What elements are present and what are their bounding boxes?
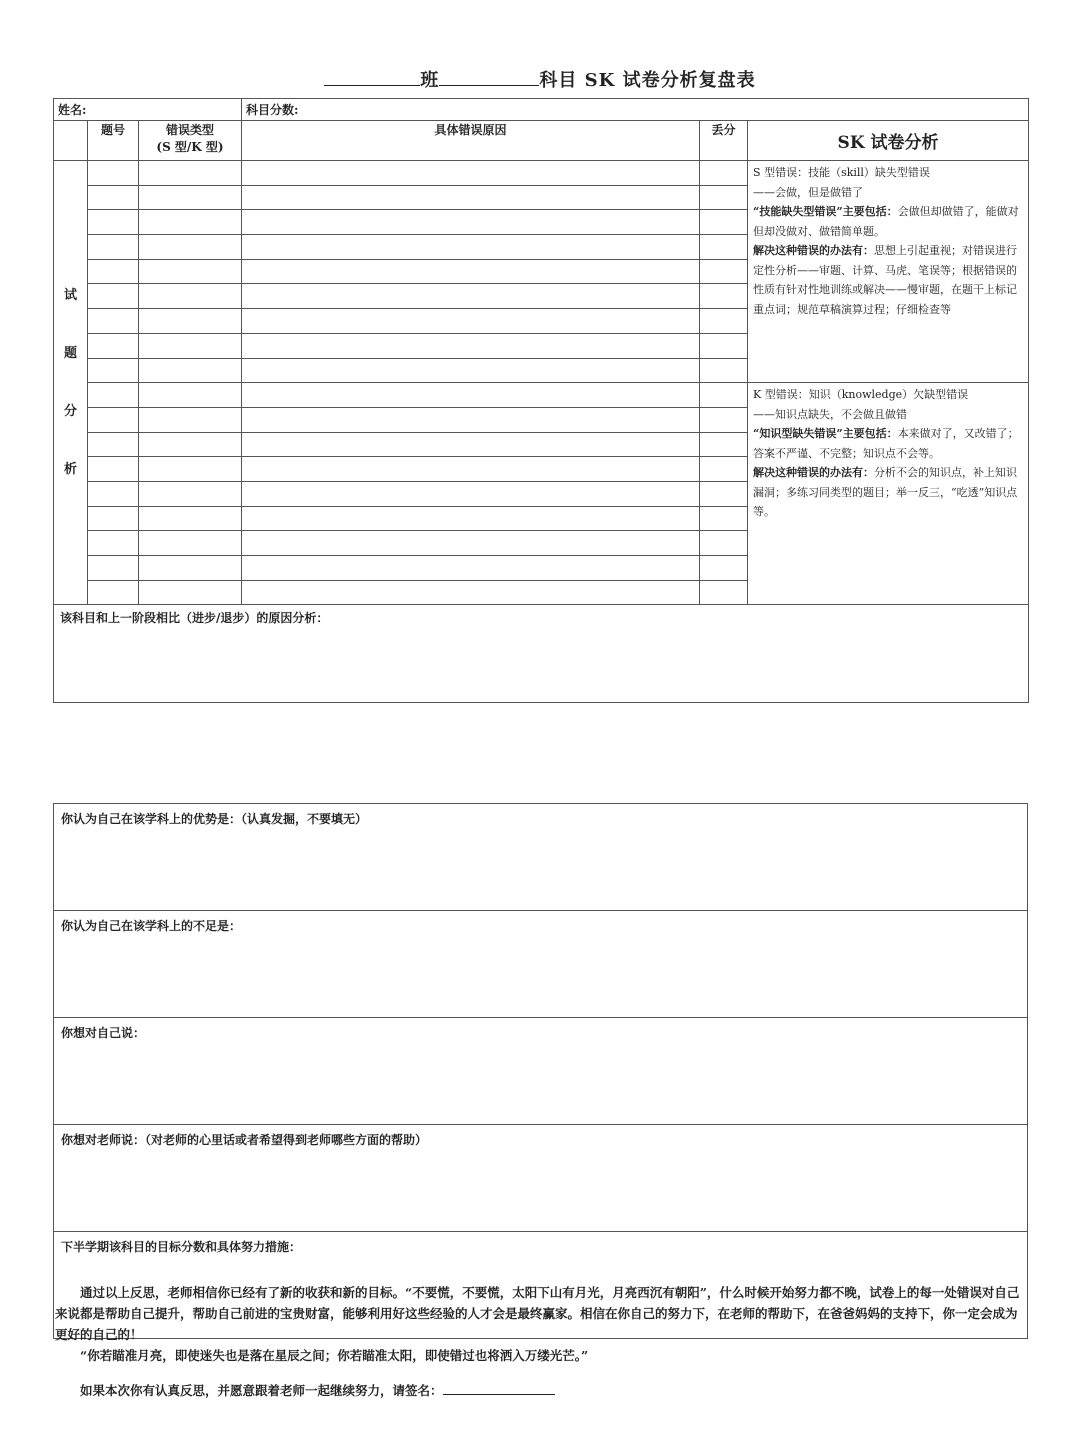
k-line	[753, 463, 1023, 522]
class-label: 班	[420, 70, 440, 91]
error-type-cell[interactable]	[139, 161, 242, 186]
table-row	[54, 383, 1029, 408]
number-cell[interactable]	[88, 309, 139, 334]
col-reason: 具体错误原因	[242, 121, 700, 161]
error-type-cell[interactable]	[139, 185, 242, 210]
subject-blank[interactable]	[439, 69, 539, 86]
lost-points-cell[interactable]	[700, 210, 748, 235]
signature-blank[interactable]	[443, 1380, 555, 1395]
error-type-cell[interactable]	[139, 235, 242, 260]
s-bold: 解决这种错误的办法有：	[753, 244, 875, 257]
error-type-cell[interactable]	[139, 506, 242, 531]
number-cell[interactable]	[88, 580, 139, 605]
col-lost-points: 丢分	[700, 121, 748, 161]
s-line: S 型错误：技能（skill）缺失型错误	[753, 166, 930, 179]
weaknesses-label: 你认为自己在该学科上的不足是：	[61, 919, 242, 933]
side-cell	[54, 161, 88, 605]
error-type-cell[interactable]	[139, 358, 242, 383]
error-type-cell[interactable]	[139, 407, 242, 432]
number-cell[interactable]	[88, 481, 139, 506]
k-bold: “知识型缺失错误”主要包括：	[753, 427, 898, 441]
reason-cell[interactable]	[242, 210, 700, 235]
lost-points-cell[interactable]	[700, 531, 748, 556]
number-cell[interactable]	[88, 457, 139, 482]
lost-points-cell[interactable]	[700, 284, 748, 309]
s-line	[753, 241, 1023, 319]
s-bold: “技能缺失型错误”主要包括：	[753, 205, 898, 218]
side-label	[54, 267, 87, 499]
lost-points-cell[interactable]	[700, 358, 748, 383]
reason-cell[interactable]	[242, 531, 700, 556]
k-line	[753, 424, 1023, 463]
closing-text	[55, 1282, 1025, 1401]
side-char: 试	[63, 287, 77, 303]
to-self-box[interactable]	[54, 1018, 1028, 1125]
strengths-label: 你认为自己在该学科上的优势是：（认真发掘，不要填无）	[61, 812, 368, 826]
lost-points-cell[interactable]	[700, 481, 748, 506]
error-type-cell[interactable]	[139, 210, 242, 235]
col-error-type-l1: 错误类型	[166, 123, 215, 137]
number-cell[interactable]	[88, 161, 139, 186]
number-cell[interactable]	[88, 333, 139, 358]
lost-points-cell[interactable]	[700, 161, 748, 186]
lost-points-cell[interactable]	[700, 235, 748, 260]
reason-cell[interactable]	[242, 185, 700, 210]
strengths-box[interactable]	[54, 804, 1028, 911]
reason-cell[interactable]	[242, 161, 700, 186]
signature-label: 如果本次你有认真反思，并愿意跟着老师一起继续努力，请签名：	[80, 1383, 443, 1398]
compare-label: 该科目和上一阶段相比（进步/退步）的原因分析：	[60, 611, 329, 626]
analysis-table	[53, 98, 1029, 703]
header-blank	[54, 121, 88, 161]
reason-cell[interactable]	[242, 457, 700, 482]
title-text: 科目 SK 试卷分析复盘表	[539, 70, 756, 91]
goals-label: 下半学期该科目的目标分数和具体努力措施：	[61, 1240, 302, 1254]
reason-cell[interactable]	[242, 432, 700, 457]
error-type-cell[interactable]	[139, 457, 242, 482]
weaknesses-box[interactable]	[54, 911, 1028, 1018]
lost-points-cell[interactable]	[700, 432, 748, 457]
k-line: ——知识点缺失，不会做且做错	[753, 407, 908, 421]
lost-points-cell[interactable]	[700, 383, 748, 408]
class-blank[interactable]	[324, 69, 420, 86]
name-field[interactable]	[54, 99, 242, 121]
to-teacher-label: 你想对老师说：（对老师的心里话或者希望得到老师哪些方面的帮助）	[61, 1133, 428, 1147]
side-char: 题	[63, 345, 77, 361]
error-type-cell[interactable]	[139, 481, 242, 506]
s-analysis	[753, 163, 1023, 319]
lost-points-cell[interactable]	[700, 580, 748, 605]
s-line	[753, 202, 1023, 241]
closing-quote: “你若瞄准月亮，即使迷失也是落在星辰之间；你若瞄准太阳，即使错过也将洒入万缕光芒。”	[80, 1348, 589, 1363]
reason-cell[interactable]	[242, 407, 700, 432]
number-cell[interactable]	[88, 259, 139, 284]
to-teacher-box[interactable]	[54, 1125, 1028, 1232]
lost-points-cell[interactable]	[700, 333, 748, 358]
side-char: 分	[63, 403, 77, 419]
reason-cell[interactable]	[242, 481, 700, 506]
s-line: ——会做，但是做错了	[753, 185, 864, 199]
number-cell[interactable]	[88, 235, 139, 260]
number-cell[interactable]	[88, 432, 139, 457]
error-type-cell[interactable]	[139, 259, 242, 284]
k-line: K 型错误：知识（knowledge）欠缺型错误	[753, 388, 969, 402]
error-type-cell[interactable]	[139, 556, 242, 581]
table-row	[54, 161, 1029, 186]
number-cell[interactable]	[88, 358, 139, 383]
lost-points-cell[interactable]	[700, 259, 748, 284]
side-char: 析	[63, 461, 77, 477]
k-analysis-cell	[748, 383, 1029, 605]
reason-cell[interactable]	[242, 383, 700, 408]
col-error-type	[139, 121, 242, 161]
lost-points-cell[interactable]	[700, 309, 748, 334]
lost-points-cell[interactable]	[700, 506, 748, 531]
reflection-table	[53, 803, 1028, 1339]
error-type-cell[interactable]	[139, 383, 242, 408]
error-type-cell[interactable]	[139, 531, 242, 556]
lost-points-cell[interactable]	[700, 457, 748, 482]
lost-points-cell[interactable]	[700, 556, 748, 581]
s-analysis-cell	[748, 161, 1029, 383]
error-type-cell[interactable]	[139, 580, 242, 605]
number-cell[interactable]	[88, 185, 139, 210]
error-type-cell[interactable]	[139, 309, 242, 334]
to-self-label: 你想对自己说：	[61, 1026, 146, 1040]
col-number: 题号	[88, 121, 139, 161]
col-error-type-l2: (S 型/K 型)	[156, 140, 224, 154]
signature-line	[55, 1380, 1025, 1401]
page-title	[0, 66, 1080, 92]
s-text: 思想上引起重视；对错误进行定性分析——审题、计算、马虎、笔误等；根据错误的性质有针对性地训练或解决——慢审题，在题干上标记重点词；规范草稿演算过程；仔细检查等	[753, 244, 1018, 316]
s-text: 会做但却做错了，能做对但却没做对、做错简单题。	[753, 205, 1019, 238]
lost-points-cell[interactable]	[700, 185, 748, 210]
reason-cell[interactable]	[242, 309, 700, 334]
number-cell[interactable]	[88, 210, 139, 235]
closing-paragraph: 通过以上反思，老师相信你已经有了新的收获和新的目标。“不要慌，不要慌，太阳下山有月光，月亮西沉有朝阳”，什么时候开始努力都不晚，试卷上的每一处错误对自己来说都是帮助自己提升，帮助自己前进的宝贵财富，能够利用好这些经验的人才会是最终赢家。相信在你自己的努力下，在老师的帮助下，在爸爸妈妈的支持下，你一定会成为更好的自己的！	[55, 1285, 1020, 1342]
lost-points-cell[interactable]	[700, 407, 748, 432]
score-label: 科目分数:	[246, 103, 299, 117]
k-text: 分析不会的知识点，补上知识漏洞；多练习同类型的题目；举一反三，“吃透”知识点等。	[753, 466, 1018, 519]
reason-cell[interactable]	[242, 235, 700, 260]
reason-cell[interactable]	[242, 259, 700, 284]
name-label: 姓名:	[58, 103, 87, 117]
number-cell[interactable]	[88, 506, 139, 531]
reason-cell[interactable]	[242, 358, 700, 383]
reason-cell[interactable]	[242, 556, 700, 581]
col-sk-heading: SK 试卷分析	[748, 121, 1029, 161]
number-cell[interactable]	[88, 531, 139, 556]
compare-box[interactable]	[54, 605, 1029, 703]
k-bold: 解决这种错误的办法有：	[753, 466, 875, 480]
k-text: 本来做对了，又改错了；答案不严谨、不完整；知识点不会等。	[753, 427, 1019, 460]
score-field[interactable]	[242, 99, 1029, 121]
error-type-cell[interactable]	[139, 333, 242, 358]
error-type-cell[interactable]	[139, 284, 242, 309]
reason-cell[interactable]	[242, 580, 700, 605]
number-cell[interactable]	[88, 407, 139, 432]
reason-cell[interactable]	[242, 333, 700, 358]
reason-cell[interactable]	[242, 506, 700, 531]
number-cell[interactable]	[88, 383, 139, 408]
reason-cell[interactable]	[242, 284, 700, 309]
k-analysis	[753, 385, 1023, 522]
number-cell[interactable]	[88, 556, 139, 581]
error-type-cell[interactable]	[139, 432, 242, 457]
number-cell[interactable]	[88, 284, 139, 309]
